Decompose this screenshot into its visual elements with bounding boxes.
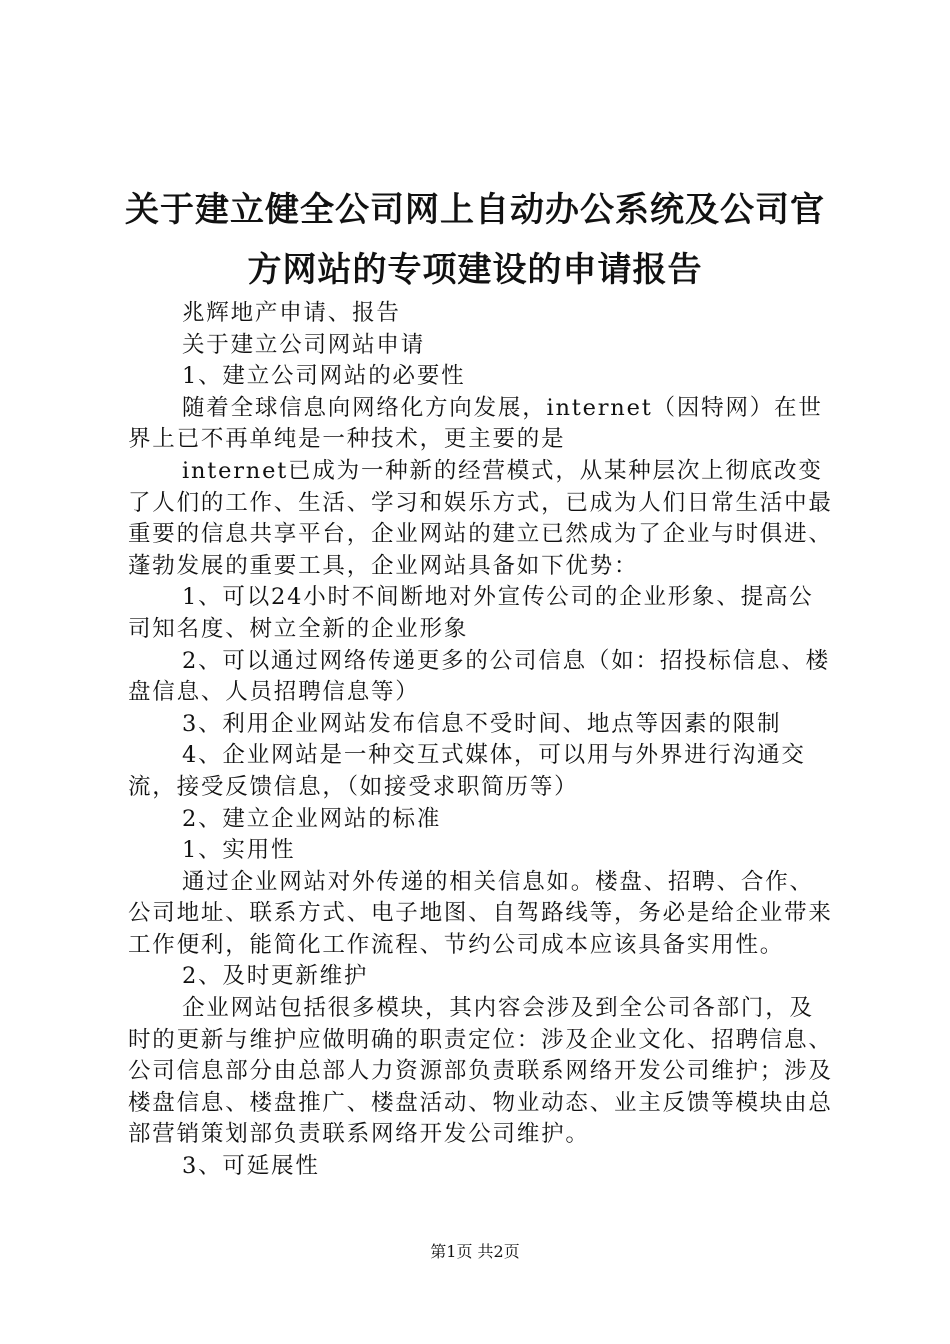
document-body [128,298,834,1183]
paragraph: 随着全球信息向网络化方向发展，internet（因特网）在世界上已不再单纯是一种技术，更主要的是 [128,394,823,453]
paragraph: 4、企业网站是一种交互式媒体，可以用与外界进行沟通交流，接受反馈信息，（如接受求职简历等） [128,742,806,800]
paragraph: internet已成为一种新的经营模式，从某种层次上彻底改变了人们的工作、生活、学习和娱乐方式，已成为人们日常生活中最重要的信息共享平台，企业网站的建立已然成为了企业与时俱进、蓬勃发展的重要工具，企业网站具备如下优势： [128,457,833,579]
document-title-line-1: 关于建立健全公司网上自动办公系统及公司官 [125,190,825,230]
paragraph: 兆辉地产申请、报告 [182,300,401,326]
paragraph: 3、利用企业网站发布信息不受时间、地点等因素的限制 [182,710,782,737]
paragraph: 1、建立公司网站的必要性 [182,363,466,390]
paragraph: 2、可以通过网络传递更多的公司信息（如：招投标信息、楼盘信息、人员招聘信息等） [128,647,830,706]
paragraph: 2、建立企业网站的标准 [182,805,442,832]
paragraph: 通过企业网站对外传递的相关信息如。楼盘、招聘、合作、公司地址、联系方式、电子地图、自驾路线等，务必是给企业带来工作便利，能简化工作流程、节约公司成本应该具备实用性。 [128,868,833,958]
paragraph: 3、可延展性 [182,1153,320,1180]
paragraph: 1、实用性 [182,837,296,864]
paragraph: 关于建立公司网站申请 [182,331,426,358]
page-footer: 第1页 共2页 [430,1242,520,1261]
paragraph: 企业网站包括很多模块，其内容会涉及到全公司各部门，及时的更新与维护应做明确的职责定位：涉及企业文化、招聘信息、公司信息部分由总部人力资源部负责联系网络开发公司维护；涉及楼盘信息、楼盘推广、楼盘活动、物业动态、业主反馈等模块由总部营销策划部负责联系网络开发公司维护。 [128,995,833,1148]
paragraph: 2、及时更新维护 [182,963,369,990]
paragraph: 1、可以24小时不间断地对外宣传公司的企业形象、提高公司知名度、树立全新的企业形象 [128,584,814,642]
document-title-line-2: 方网站的专项建设的申请报告 [247,250,703,290]
